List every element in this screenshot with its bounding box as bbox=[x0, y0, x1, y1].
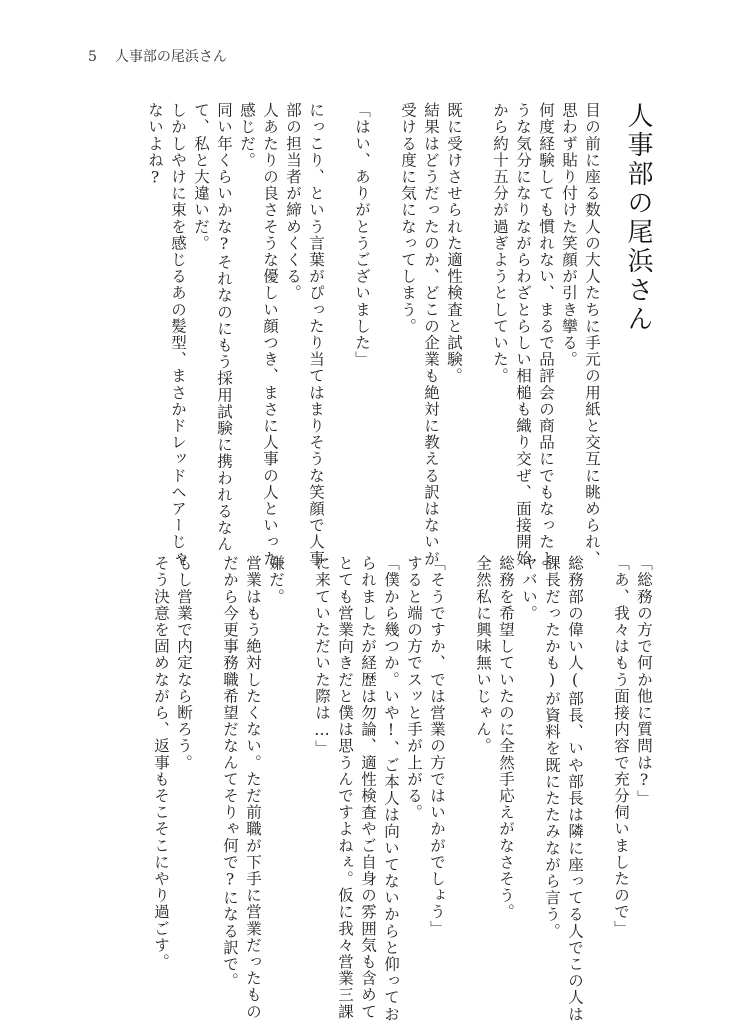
text-column: もし営業で内定なら断ろう。 bbox=[175, 555, 193, 771]
blank-column bbox=[586, 555, 609, 975]
text-column: 何度経験しても慣れない、まるで品評会の商品にでもなったよ bbox=[537, 102, 555, 567]
text-column: 結果はどうだったのか、どこの企業も絶対に教える訳はないが bbox=[422, 102, 440, 567]
text-column: 感じだ。 bbox=[238, 102, 256, 169]
text-column: 「あ、我々はもう面接内容で充分伺いましたので」 bbox=[612, 555, 630, 937]
blank-column bbox=[373, 102, 396, 532]
vertical-text-body bbox=[95, 90, 655, 1023]
text-column: 全然私に興味無いじゃん。 bbox=[474, 555, 492, 755]
text-column: とても営業向きだと僕は思うんですよねぇ。仮に我々営業三課 bbox=[336, 555, 354, 1020]
text-column: 「そうですか、では営業の方ではいかがでしょう」 bbox=[428, 555, 446, 937]
text-column: から約十五分が過ぎようとしていた。 bbox=[491, 102, 509, 385]
blank-column bbox=[195, 555, 218, 975]
text-column: だから今更事務職希望だなんてそりゃ何で?になる訳で。 bbox=[221, 555, 239, 990]
text-column: 同い年くらいかな?それなのにもう採用試験に携われるなん bbox=[215, 102, 233, 553]
text-column: 人あたりの良さそうな優しい顔つき、まさに人事の人といった bbox=[261, 102, 279, 567]
text-column: しかしやけに束を感じるあの髪型、まさかドレッドヘアーじゃ bbox=[169, 102, 187, 567]
text-column: 課長だったかも)が資料を既にたたみながら言う。 bbox=[543, 555, 561, 940]
text-column: 「はい、ありがとうございました」 bbox=[353, 102, 371, 368]
text-column: うな気分になりながらわざとらしい相槌も織り交ぜ、面接開始 bbox=[514, 102, 532, 567]
blank-column bbox=[327, 102, 350, 532]
text-column: 部の担当者が締めくくる。 bbox=[284, 102, 302, 302]
text-column: 受ける度に気になってしまう。 bbox=[399, 102, 417, 335]
text-column: 「総務の方で何か他に質問は?」 bbox=[635, 555, 653, 807]
blank-column bbox=[287, 555, 310, 975]
page-number: 5 bbox=[88, 49, 97, 65]
running-title: 人事部の尾浜さん bbox=[114, 49, 227, 65]
text-column: 既に受けさせられた適性検査と試験。 bbox=[445, 102, 463, 385]
page-header bbox=[88, 46, 227, 66]
lower-text-block bbox=[95, 555, 655, 1023]
text-column: ヤバい。 bbox=[520, 555, 538, 622]
text-column: 目の前に座る数人の大人たちに手元の用紙と交互に眺められ、 bbox=[583, 102, 601, 567]
chapter-title: 人事部の尾浜さん bbox=[623, 102, 653, 334]
text-column: にっこり、という言葉がぴったり当てはまりそうな笑顔で人事 bbox=[307, 102, 325, 567]
text-column: 総務部の偉い人(部長、いや部長は隣に座ってる人でこの人は bbox=[566, 555, 584, 1023]
text-column: 「僕から幾つか。いや!、ご本人は向いてないからと仰ってお bbox=[382, 555, 400, 1023]
blank-column bbox=[465, 102, 488, 532]
text-column: られましたが経歴は勿論、適性検査やご自身の雰囲気も含めて bbox=[359, 555, 377, 1020]
text-column: ないよね? bbox=[146, 102, 164, 188]
upper-text-block bbox=[95, 102, 655, 567]
text-column: すると端の方でスッと手が上がる。 bbox=[405, 555, 423, 821]
text-column: 総務を希望していたのに全然手応えがなさそう。 bbox=[497, 555, 515, 921]
text-column: に来ていただいた際は…」 bbox=[313, 555, 331, 757]
text-column: 思わず貼り付けた笑顔が引き攣る。 bbox=[560, 102, 578, 368]
text-column: 営業はもう絶対したくない。ただ前職が下手に営業だったもの bbox=[244, 555, 262, 1020]
blank-column bbox=[448, 555, 471, 975]
text-column: 嫌だ。 bbox=[267, 555, 285, 605]
text-column: て、私と大違いだ。 bbox=[192, 102, 210, 252]
text-column: そう決意を固めながら、返事もそこそこにやり過ごす。 bbox=[152, 555, 170, 970]
